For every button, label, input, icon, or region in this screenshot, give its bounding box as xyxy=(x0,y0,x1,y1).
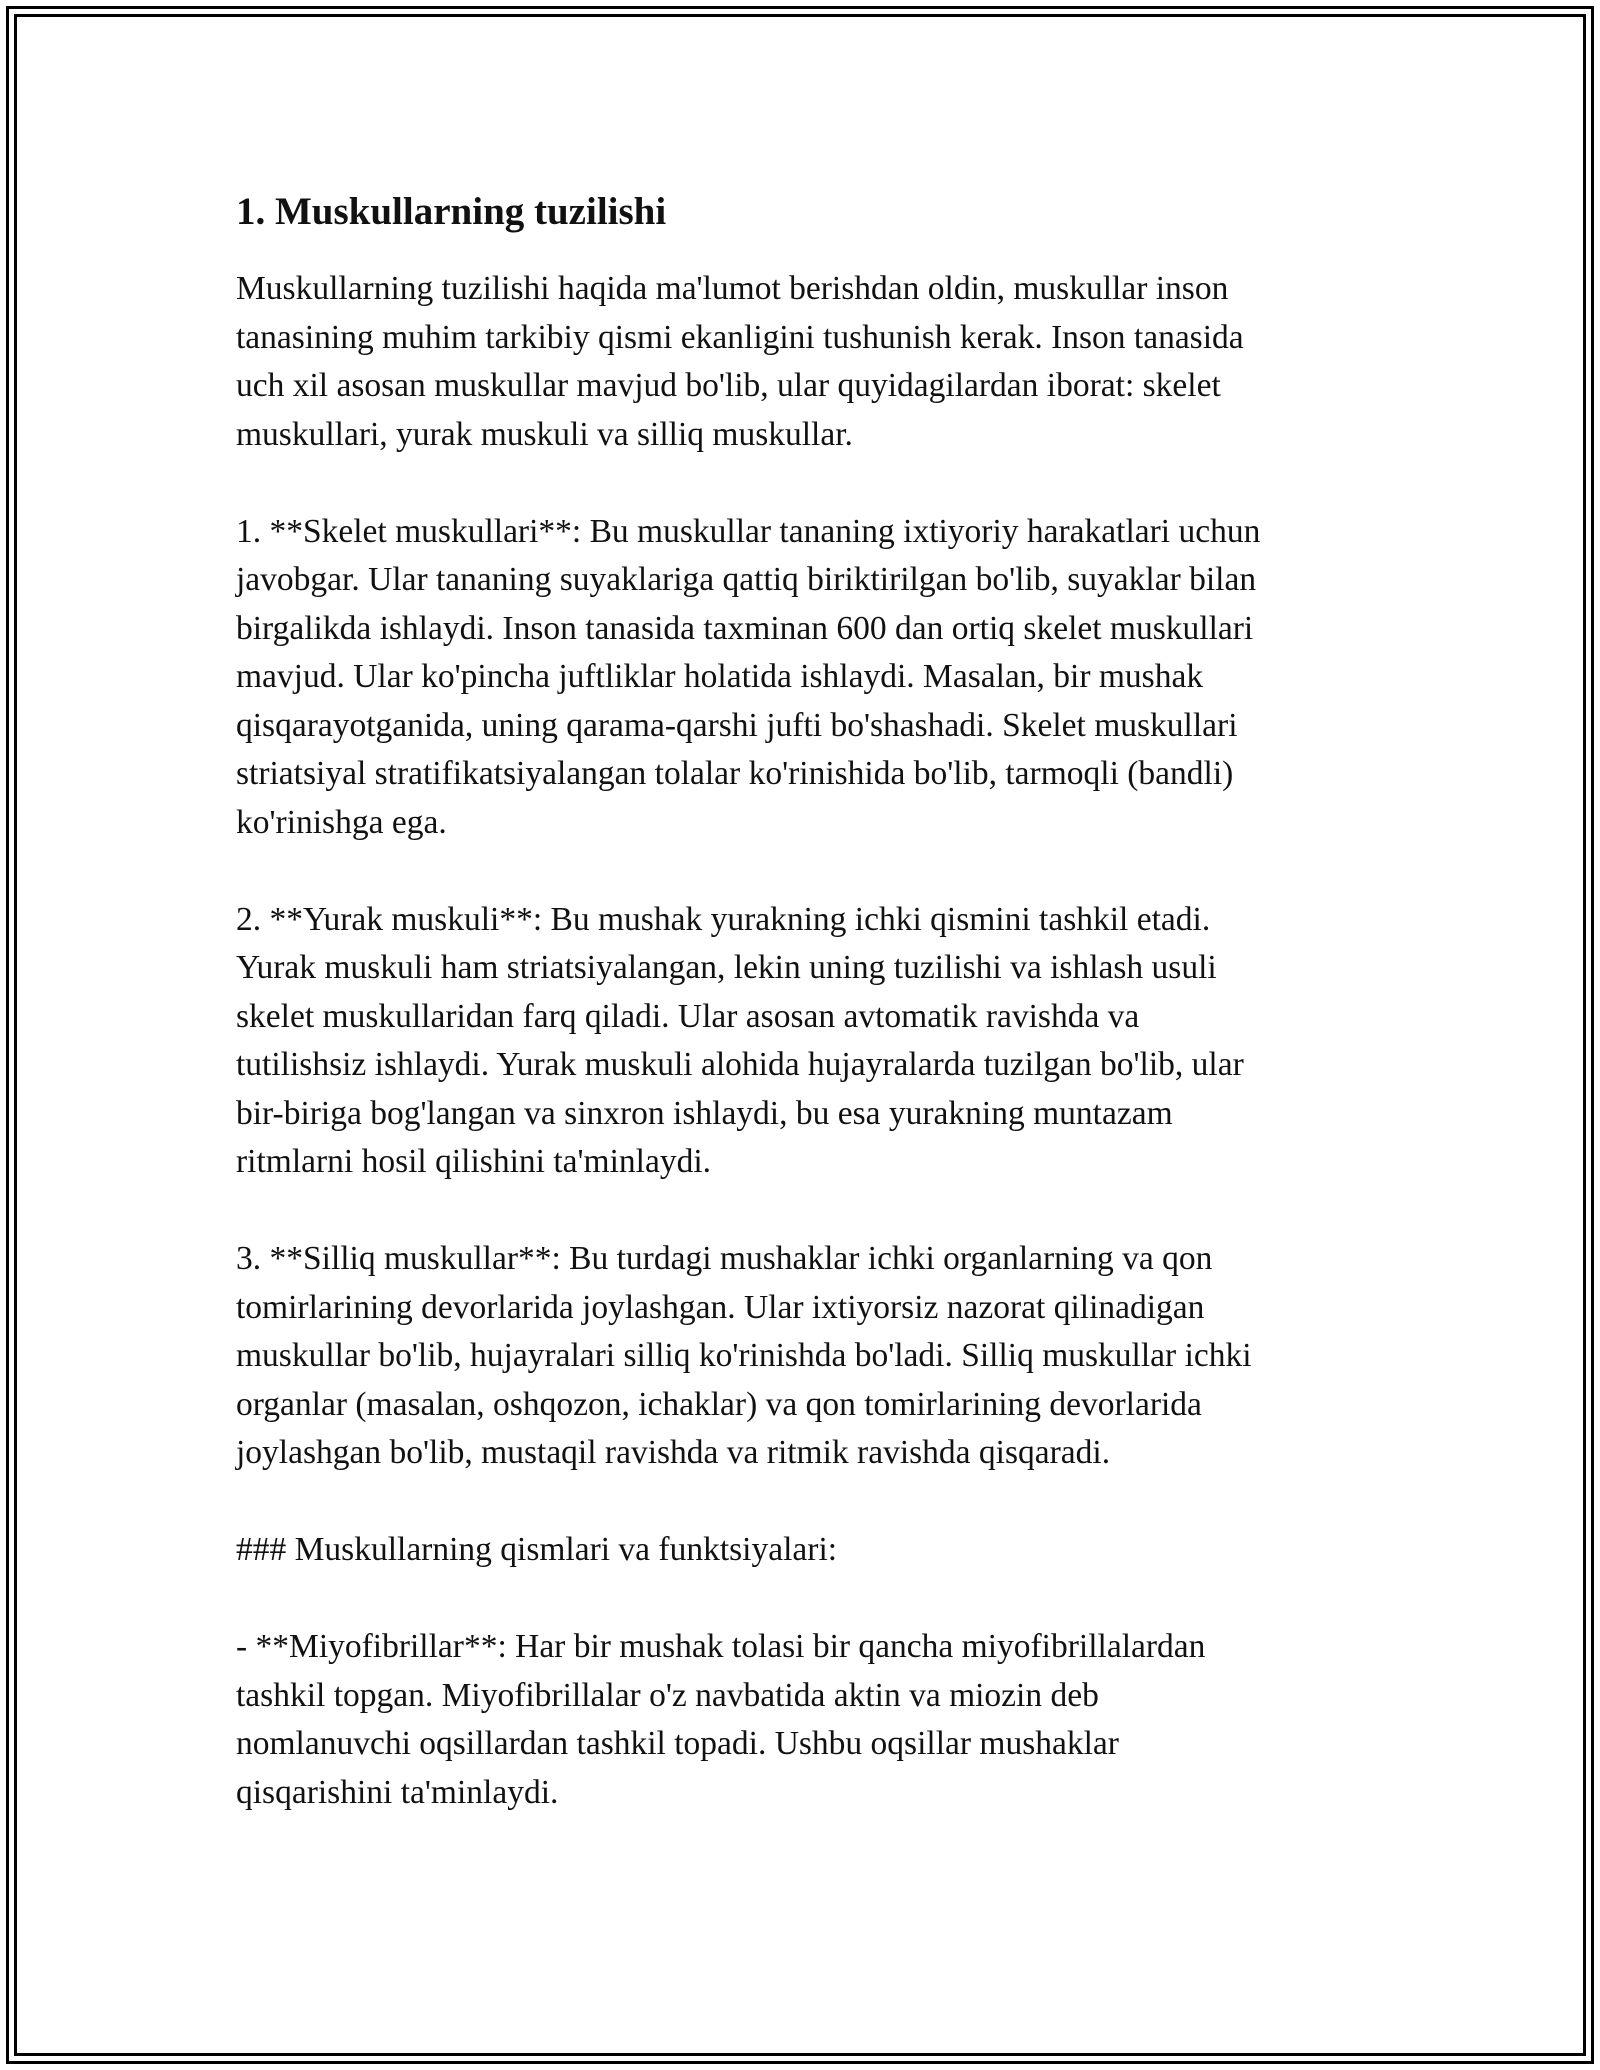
document-body xyxy=(236,186,1376,1866)
skeletal-muscles-paragraph: 1. **Skelet muskullari**: Bu muskullar tananing ixtiyoriy harakatlari uchun javobgar. Ular tananing suyaklariga qattiq biriktirilgan bo'lib, suyaklar bilan birgalikda ishlaydi. Inson tanasida taxminan 600 dan ortiq skelet muskullari mavjud. Ular ko'pincha juftliklar holatida ishlaydi. Masalan, bir mushak qisqarayotganida, uning qarama-qarshi jufti bo'shashadi. Skelet muskullari striatsiyal stratifikatsiyalangan tolalar ko'rinishida bo'lib, tarmoqli (bandli) ko'rinishga ega. xyxy=(236,512,1261,841)
cardiac-muscle-paragraph: 2. **Yurak muskuli**: Bu mushak yurakning ichki qismini tashkil etadi. Yurak muskuli ham striatsiyalangan, lekin uning tuzilishi va ishlash usuli skelet muskullaridan farq qiladi. Ular asosan avtomatik ravishda va tutilishsiz ishlaydi. Yurak muskuli alohida hujayralarda tuzilgan bo'lib, ular bir-biriga bog'langan va sinxron ishlaydi, bu esa yurakning muntazam ritmlarni hosil qilishini ta'minlaydi. xyxy=(236,900,1244,1180)
intro-paragraph: Muskullarning tuzilishi haqida ma'lumot berishdan oldin, muskullar inson tanasining muhim tarkibiy qismi ekanligini tushunish kerak. Inson tanasida uch xil asosan muskullar mavjud bo'lib, ular quyidagilardan iborat: skelet muskullari, yurak muskuli va silliq muskullar. xyxy=(236,270,1244,453)
smooth-muscles-paragraph: 3. **Silliq muskullar**: Bu turdagi mushaklar ichki organlarning va qon tomirlarining devorlarida joylashgan. Ular ixtiyorsiz nazorat qilinadigan muskullar bo'lib, hujayralari silliq ko'rinishda bo'ladi. Silliq muskullar ichki organlar (masalan, oshqozon, ichaklar) va qon tomirlarining devorlarida joylashgan bo'lib, mustaqil ravishda va ritmik ravishda qisqaradi. xyxy=(236,1240,1252,1471)
section-heading: 1. Muskullarning tuzilishi xyxy=(236,190,667,233)
myofibrils-paragraph: - **Miyofibrillar**: Har bir mushak tolasi bir qancha miyofibrillalardan tashkil topgan. Miyofibrillalar o'z navbatida aktin va miozin deb nomlanuvchi oqsillardan tashkil topadi. Ushbu oqsillar mushaklar qisqarishini ta'minlaydi. xyxy=(236,1628,1206,1811)
subsection-heading: ### Muskullarning qismlari va funktsiyalari: xyxy=(236,1531,838,1568)
